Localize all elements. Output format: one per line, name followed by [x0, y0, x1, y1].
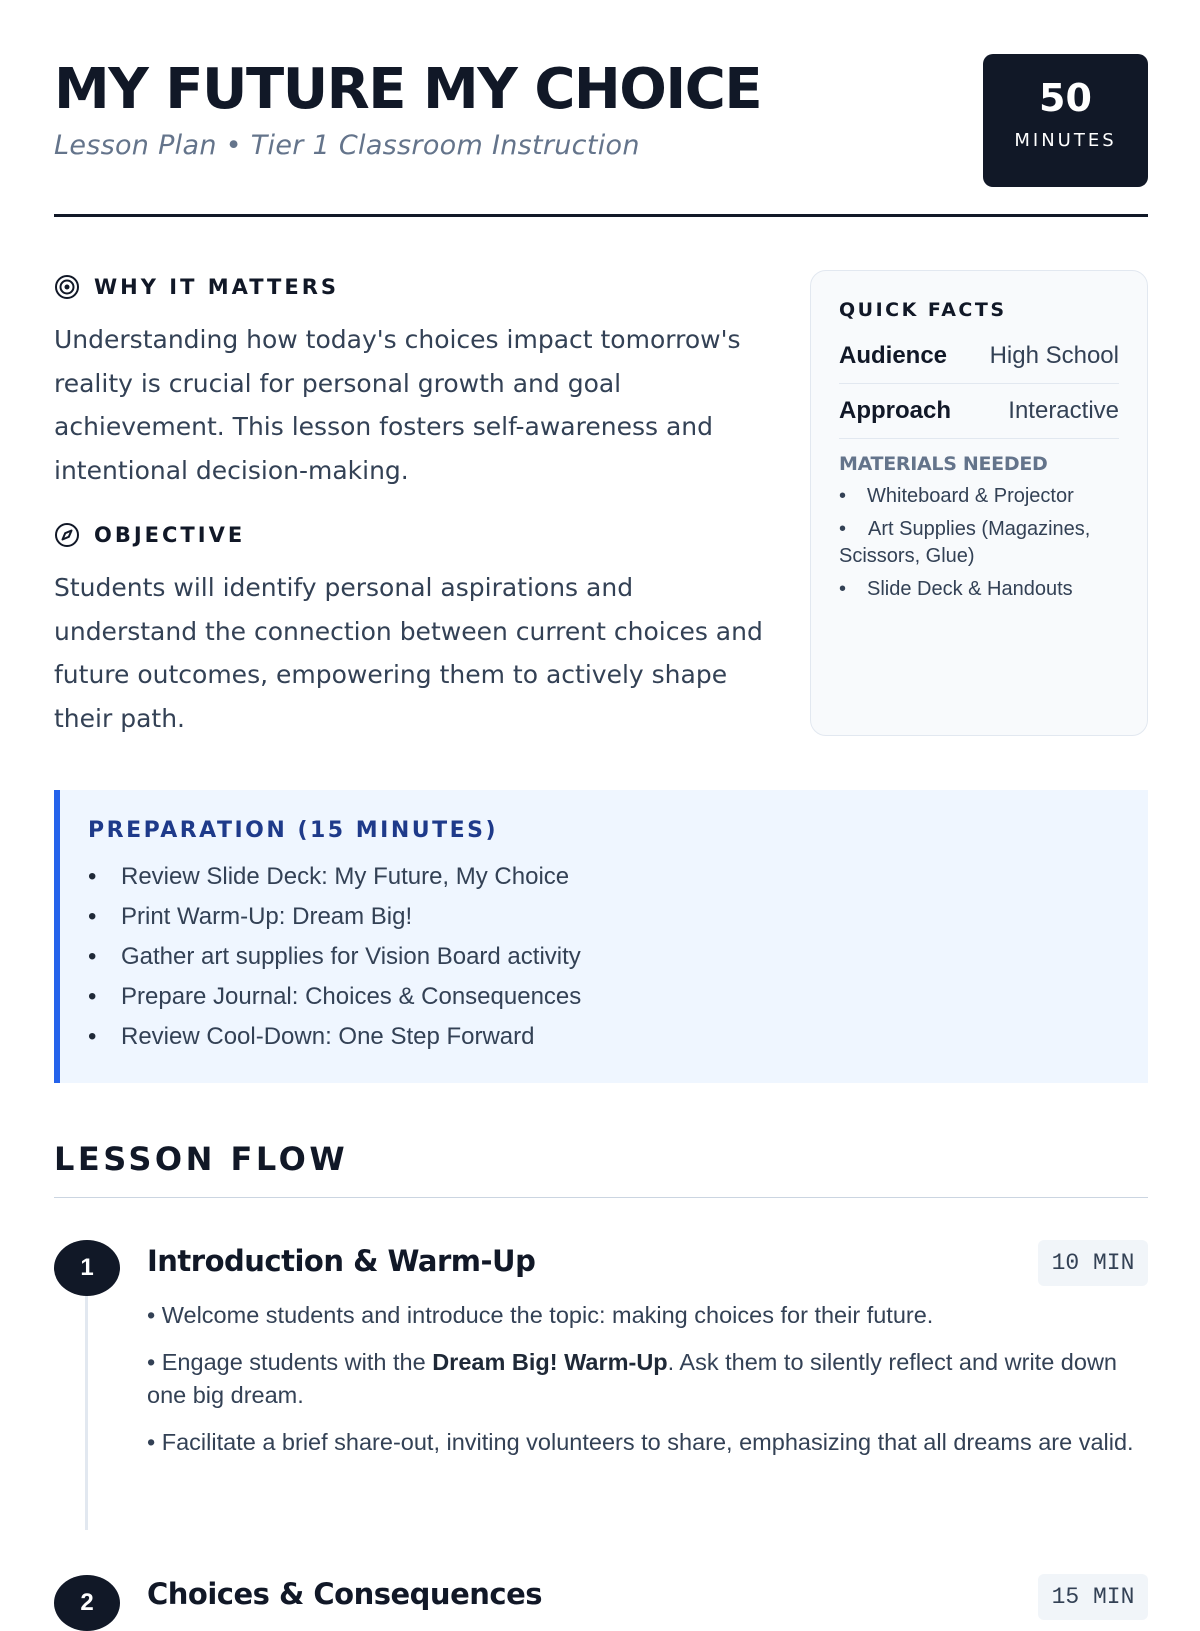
- page-subtitle: Lesson Plan • Tier 1 Classroom Instruction: [54, 130, 640, 161]
- list-item: • Review Cool-Down: One Step Forward: [88, 1017, 1120, 1057]
- materials-list: [839, 483, 1119, 603]
- lesson-header: [54, 52, 1148, 217]
- target-icon: [54, 274, 80, 300]
- objective-text: Students will identify personal aspirations and understand the connection between current choices and future outcomes, empowering them to actively shape their path.: [54, 573, 763, 733]
- duration-unit: MINUTES: [1014, 130, 1117, 151]
- list-item: • Gather art supplies for Vision Board activity: [88, 937, 1120, 977]
- fact-value: Interactive: [1008, 397, 1119, 424]
- step-number: 2: [54, 1575, 120, 1631]
- duration-value: 50: [1039, 76, 1092, 120]
- preparation-list: [88, 857, 1120, 1057]
- fact-row-audience: [839, 329, 1119, 384]
- step-title: Introduction & Warm-Up: [147, 1244, 536, 1278]
- step-time-badge: 10 MIN: [1038, 1240, 1148, 1286]
- objective-heading: [54, 522, 245, 548]
- why-it-matters-label: WHY IT MATTERS: [94, 275, 339, 299]
- preparation-title: PREPARATION (15 MINUTES): [88, 818, 499, 843]
- duration-badge: [983, 54, 1148, 187]
- list-item: • Review Slide Deck: My Future, My Choice: [88, 857, 1120, 897]
- divider: [54, 1197, 1148, 1198]
- list-item: • Print Warm-Up: Dream Big!: [88, 897, 1120, 937]
- step-point: • Engage students with the Dream Big! Warm-Up. Ask them to silently reflect and write down one big dream.: [147, 1349, 1117, 1408]
- list-item: • Art Supplies (Magazines, Scissors, Glue): [839, 516, 1119, 570]
- warm-up-name: Dream Big! Warm-Up: [432, 1349, 668, 1375]
- objective-label: OBJECTIVE: [94, 523, 246, 547]
- list-item: • Slide Deck & Handouts: [839, 576, 1119, 603]
- quick-facts-card: [810, 270, 1148, 736]
- fact-row-approach: [839, 384, 1119, 439]
- step-title: Choices & Consequences: [147, 1577, 543, 1611]
- quick-facts-title: QUICK FACTS: [839, 299, 1007, 321]
- lesson-flow-title: LESSON FLOW: [54, 1140, 349, 1178]
- compass-icon: [54, 522, 80, 548]
- step-points: [147, 1299, 1147, 1473]
- list-item: • Prepare Journal: Choices & Consequences: [88, 977, 1120, 1017]
- why-it-matters-text: Understanding how today's choices impact tomorrow's reality is crucial for personal growth and goal achievement. This lesson fosters self-awareness and intentional decision-making.: [54, 325, 741, 485]
- step-point: • Facilitate a brief share-out, inviting volunteers to share, emphasizing that all dreams are valid.: [147, 1429, 1134, 1455]
- why-it-matters-heading: [54, 274, 339, 300]
- fact-value: High School: [989, 342, 1119, 369]
- step-connector: [85, 1290, 88, 1530]
- materials-title: MATERIALS NEEDED: [839, 453, 1048, 475]
- step-number: 1: [54, 1240, 120, 1296]
- page-title: MY FUTURE MY CHOICE: [54, 57, 762, 122]
- step-point: • Welcome students and introduce the topic: making choices for their future.: [147, 1302, 934, 1328]
- preparation-box: [54, 790, 1148, 1083]
- fact-key: Approach: [839, 397, 952, 424]
- fact-key: Audience: [839, 342, 948, 369]
- list-item: • Whiteboard & Projector: [839, 483, 1119, 510]
- step-time-badge: 15 MIN: [1038, 1574, 1148, 1620]
